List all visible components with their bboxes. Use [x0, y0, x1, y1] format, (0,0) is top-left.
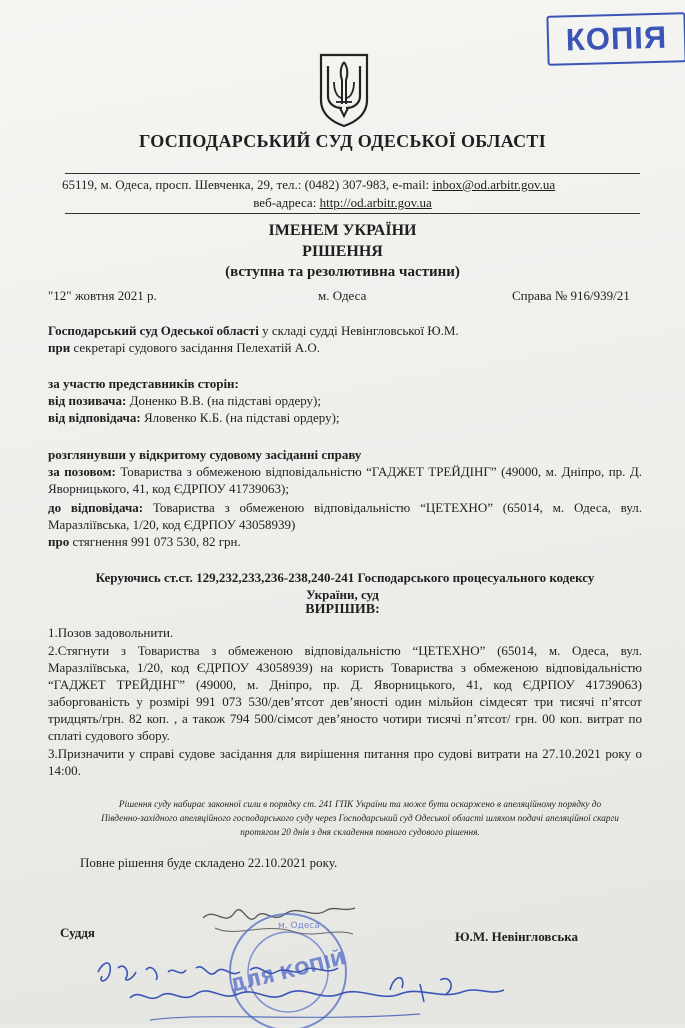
plaintiff-representative: від позивача: Доненко В.В. (на підставі ордеру);: [48, 393, 321, 408]
claim-subject: про стягнення 991 073 530, 82 грн.: [48, 534, 241, 549]
court-address: 65119, м. Одеса, просп. Шевченка, 29, тел.: (0482) 307-983, e-mail: inbox@od.arbitr.gov.ua: [62, 177, 556, 192]
decision-date: "12" жовтня 2021 р.: [48, 288, 157, 303]
parties-heading: за участю представників сторін:: [48, 376, 239, 391]
coat-of-arms-icon: [318, 52, 370, 128]
guided-court: України, суд: [306, 587, 379, 602]
decision-city: м. Одеса: [318, 288, 367, 303]
full-decision-note: Повне рішення буде складено 22.10.2021 року.: [80, 855, 338, 870]
copy-stamp: КОПІЯ: [546, 12, 685, 66]
email-link[interactable]: inbox@od.arbitr.gov.ua: [432, 177, 556, 192]
guided-by-articles: Керуючись ст.ст. 129,232,233,236-238,240-241 Господарського процесуального кодексу: [95, 570, 595, 585]
court-composition: Господарський суд Одеської області у складі судді Невінгловської Ю.М.: [48, 323, 459, 338]
claim-plaintiff: за позовом: Товариства з обмеженою відповідальністю “ГАДЖЕТ ТРЕЙДІНГ” (49000, м. Дніпро, пр. Д. Яворницького, 41, код ЄДРПОУ 41739063);: [48, 464, 642, 496]
judge-name: Ю.М. Невінгловська: [455, 929, 578, 944]
header-divider-top: [65, 173, 640, 174]
court-name: ГОСПОДАРСЬКИЙ СУД ОДЕСЬКОЇ ОБЛАСТІ: [138, 131, 547, 151]
website-link[interactable]: http://od.arbitr.gov.ua: [319, 195, 432, 210]
title-decision: РІШЕННЯ: [302, 243, 383, 260]
decision-item-2: 2.Стягнути з Товариства з обмеженою відповідальністю “ЦЕТЕХНО” (65014, м. Одеса, вул. Маразліївська, 1/20, код ЄДРПОУ 43058939) на користь Товариства з обмеженою відповідальністю “ГАДЖЕТ ТРЕЙДІНГ” (49000, м. Дніпро, пр. Д. Яворницького, 41, код ЄДРПОУ 41739063) заборгованість у розмірі 991 073 530/дев’ятсот дев’яності один мільйон сімдесят три тисячі п’ятсот тридцять/грн. 82 коп. , а також 794 500/сімсот дев’яносто чотири тисячі п’ятсот/ грн. 00 коп. витрат по сплаті судового збору.: [48, 643, 642, 743]
seal-ring-text: м. Одеса: [278, 921, 320, 931]
decision-item-1: 1.Позов задовольнити.: [48, 625, 174, 640]
case-heading: розглянувши у відкритому судовому засіданні справу: [48, 447, 362, 462]
decision-item-3: 3.Призначити у справі судове засідання для вирішення питання про судові витрати на 27.10.2021 року о 14:00.: [48, 746, 642, 778]
court-secretary: при секретарі судового засідання Пелехатій А.О.: [48, 340, 321, 355]
case-number: Справа № 916/939/21: [512, 288, 630, 303]
claim-defendant: до відповідача: Товариства з обмеженою відповідальністю “ЦЕТЕХНО” (65014, м. Одеса, вул. Маразліївська, 1/20, код ЄДРПОУ 43058939): [48, 500, 642, 532]
handwritten-certification-icon: [90, 950, 530, 1024]
title-subtitle: (вступна та резолютивна частини): [225, 264, 460, 280]
header-divider-bottom: [65, 213, 640, 214]
seal-center-text: ДЛЯ КОПІЙ: [228, 948, 348, 997]
court-website: веб-адреса: http://od.arbitr.gov.ua: [253, 195, 432, 210]
defendant-representative: від відповідача: Яловенко К.Б. (на підставі ордеру);: [48, 410, 340, 425]
title-in-name-of-ukraine: ІМЕНЕМ УКРАЇНИ: [268, 222, 417, 239]
decided-heading: ВИРІШИВ:: [305, 602, 380, 617]
judge-label: Суддя: [60, 925, 95, 940]
appeal-notice: Рішення суду набирає законної сили в порядку ст. 241 ГПК України та може бути оскаржено в апеляційному порядку до Південно-західного апеляційного господарського суду через Господарський суд Одеської області шляхом подачі апеляційної скарги протягом 20 днів з дня складення повного судового рішення.: [101, 800, 619, 838]
